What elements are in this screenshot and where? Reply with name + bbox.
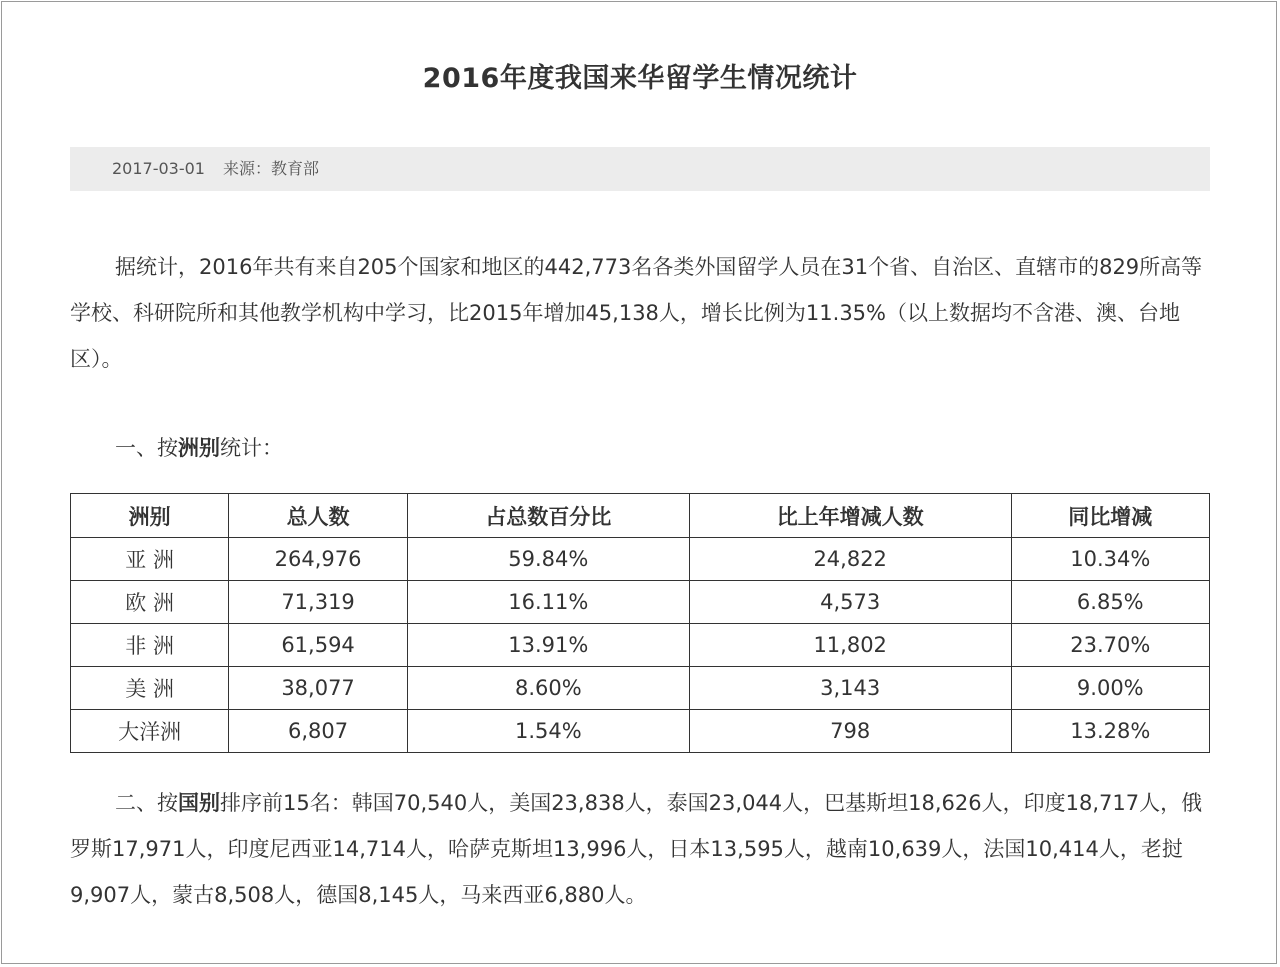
cell-total: 38,077 bbox=[229, 667, 408, 710]
cell-continent: 欧 洲 bbox=[71, 581, 229, 624]
source-label: 来源：教育部 bbox=[222, 159, 319, 178]
cell-yoy: 13.28% bbox=[1011, 710, 1209, 753]
cell-percent: 1.54% bbox=[407, 710, 689, 753]
cell-change: 3,143 bbox=[689, 667, 1011, 710]
article-meta-bar bbox=[70, 147, 1210, 191]
table-row bbox=[71, 581, 1210, 624]
table-row bbox=[71, 667, 1210, 710]
section2-prefix: 二、按 bbox=[115, 791, 178, 815]
header-change: 比上年增减人数 bbox=[689, 494, 1011, 538]
cell-continent: 大洋洲 bbox=[71, 710, 229, 753]
cell-change: 11,802 bbox=[689, 624, 1011, 667]
cell-yoy: 23.70% bbox=[1011, 624, 1209, 667]
table-row bbox=[71, 538, 1210, 581]
cell-change: 24,822 bbox=[689, 538, 1011, 581]
cell-total: 264,976 bbox=[229, 538, 408, 581]
section1-bold: 洲别 bbox=[178, 436, 220, 460]
cell-continent: 非 洲 bbox=[71, 624, 229, 667]
section2-text: 排序前15名：韩国70,540人，美国23,838人，泰国23,044人，巴基斯坦18,626人，印度18,717人，俄罗斯17,971人，印度尼西亚14,714人，哈萨克斯坦13,996人，日本13,595人，越南10,639人，法国10,414人，老挝9,907人，蒙古8,508人，德国8,145人，马来西亚6,880人。 bbox=[70, 791, 1203, 907]
cell-change: 4,573 bbox=[689, 581, 1011, 624]
cell-total: 71,319 bbox=[229, 581, 408, 624]
cell-continent: 亚 洲 bbox=[71, 538, 229, 581]
section1-suffix: 统计： bbox=[220, 436, 283, 460]
section1-prefix: 一、按 bbox=[115, 436, 178, 460]
table-row bbox=[71, 624, 1210, 667]
cell-percent: 16.11% bbox=[407, 581, 689, 624]
header-percent: 占总数百分比 bbox=[407, 494, 689, 538]
cell-continent: 美 洲 bbox=[71, 667, 229, 710]
table-row bbox=[71, 710, 1210, 753]
cell-percent: 59.84% bbox=[407, 538, 689, 581]
section-heading-continent bbox=[115, 428, 283, 468]
cell-total: 6,807 bbox=[229, 710, 408, 753]
publish-date: 2017-03-01 bbox=[112, 159, 205, 178]
country-ranking-paragraph bbox=[70, 780, 1210, 918]
cell-percent: 8.60% bbox=[407, 667, 689, 710]
header-total: 总人数 bbox=[229, 494, 408, 538]
section2-bold: 国别 bbox=[178, 791, 220, 815]
cell-total: 61,594 bbox=[229, 624, 408, 667]
page-title: 2016年度我国来华留学生情况统计 bbox=[422, 63, 858, 94]
cell-yoy: 10.34% bbox=[1011, 538, 1209, 581]
table-header-row bbox=[71, 494, 1210, 538]
header-continent: 洲别 bbox=[71, 494, 229, 538]
cell-yoy: 6.85% bbox=[1011, 581, 1209, 624]
cell-change: 798 bbox=[689, 710, 1011, 753]
header-yoy: 同比增减 bbox=[1011, 494, 1209, 538]
cell-percent: 13.91% bbox=[407, 624, 689, 667]
intro-paragraph: 据统计，2016年共有来自205个国家和地区的442,773名各类外国留学人员在31个省、自治区、直辖市的829所高等学校、科研院所和其他教学机构中学习，比2015年增加45,138人，增长比例为11.35%（以上数据均不含港、澳、台地区）。 bbox=[70, 255, 1203, 371]
continent-stats-table bbox=[70, 493, 1210, 753]
cell-yoy: 9.00% bbox=[1011, 667, 1209, 710]
